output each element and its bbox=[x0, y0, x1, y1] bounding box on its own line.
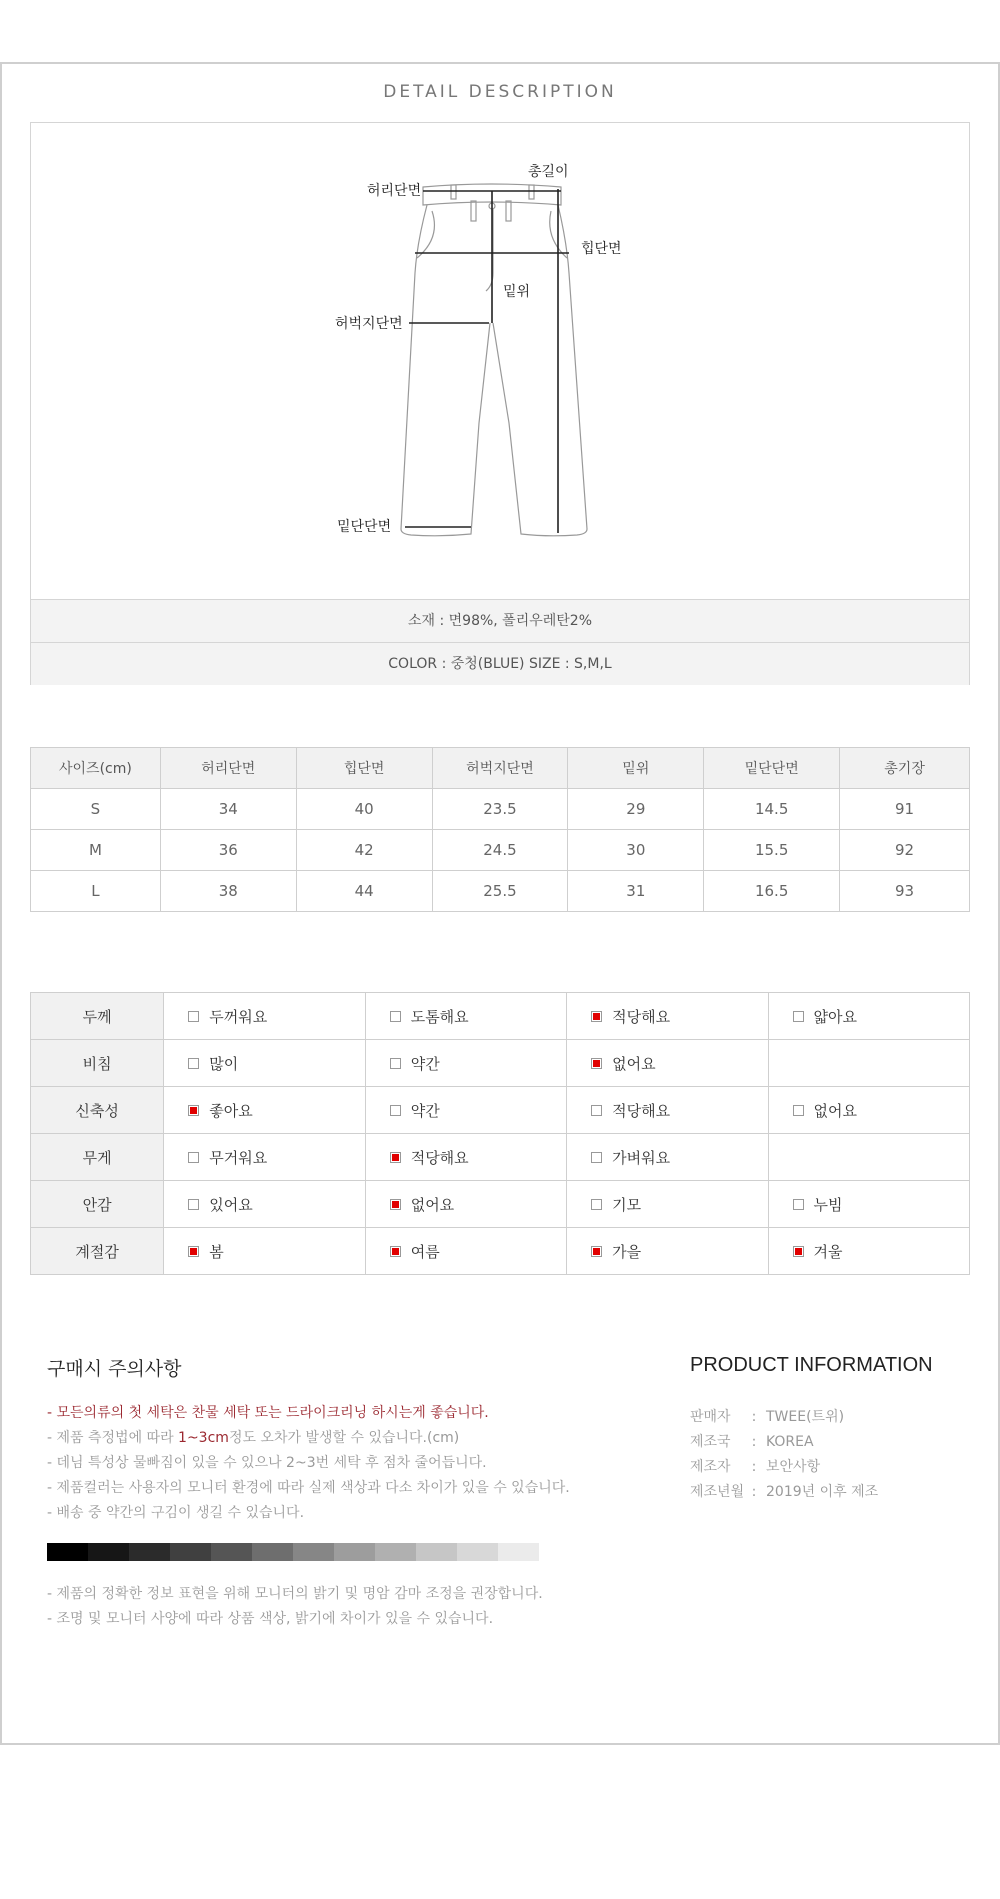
table-cell: 92 bbox=[840, 830, 970, 871]
product-info-value: 보안사항 bbox=[766, 1459, 821, 1475]
feature-label: 계절감 bbox=[31, 1228, 164, 1275]
gray-swatch bbox=[293, 1543, 334, 1561]
feature-row bbox=[31, 1040, 970, 1087]
checked-box-icon bbox=[390, 1199, 401, 1210]
feature-option bbox=[164, 993, 365, 1040]
feature-option bbox=[365, 1040, 566, 1087]
product-info-title: PRODUCT INFORMATION bbox=[690, 1354, 933, 1376]
feature-option-text: 기모 bbox=[612, 1195, 642, 1214]
gray-swatch bbox=[170, 1543, 211, 1561]
unchecked-box-icon bbox=[188, 1011, 199, 1022]
feature-row bbox=[31, 1134, 970, 1181]
gray-swatch bbox=[416, 1543, 457, 1561]
feature-option bbox=[365, 993, 566, 1040]
caution-line: - 데님 특성상 물빠짐이 있을 수 있으나 2~3번 세탁 후 점차 줄어듭니다. bbox=[47, 1455, 487, 1471]
feature-option-text: 누빔 bbox=[813, 1195, 843, 1214]
unchecked-box-icon bbox=[390, 1058, 401, 1069]
caution-line: - 모든의류의 첫 세탁은 찬물 세탁 또는 드라이크리닝 하시는게 좋습니다. bbox=[47, 1405, 489, 1421]
gray-swatch bbox=[129, 1543, 170, 1561]
material-row: 소재 : 면98%, 폴리우레탄2% bbox=[31, 599, 969, 642]
table-cell: 25.5 bbox=[432, 871, 568, 912]
feature-option-text: 좋아요 bbox=[209, 1101, 253, 1120]
feature-option-text: 봄 bbox=[209, 1242, 224, 1261]
product-info-value: 2019년 이후 제조 bbox=[766, 1484, 879, 1500]
feature-label: 신축성 bbox=[31, 1087, 164, 1134]
product-info-key: 제조년월 bbox=[690, 1484, 745, 1500]
feature-option-text: 겨울 bbox=[813, 1242, 843, 1261]
feature-row bbox=[31, 1228, 970, 1275]
note-line: - 제품의 정확한 정보 표현을 위해 모니터의 밝기 및 명암 감마 조정을 권장합니다. bbox=[47, 1586, 543, 1602]
header-hem: 밑단단면 bbox=[704, 748, 840, 789]
product-info-row: 제조년월 : 2019년 이후 제조 bbox=[690, 1480, 878, 1505]
checked-box-icon bbox=[390, 1246, 401, 1257]
feature-option-text: 없어요 bbox=[813, 1101, 858, 1120]
product-info-row: 제조국 : KOREA bbox=[690, 1430, 878, 1455]
header-total-length: 총기장 bbox=[840, 748, 970, 789]
detail-illustration-box bbox=[30, 122, 970, 685]
feature-option bbox=[164, 1134, 365, 1181]
checked-box-icon bbox=[188, 1246, 199, 1257]
feature-option-text: 많이 bbox=[209, 1054, 239, 1073]
feature-label: 두께 bbox=[31, 993, 164, 1040]
note-line: - 조명 및 모니터 사양에 따라 상품 색상, 밝기에 차이가 있을 수 있습니다. bbox=[47, 1611, 494, 1627]
feature-option bbox=[768, 1087, 969, 1134]
pants-diagram bbox=[31, 123, 969, 599]
product-info-row: 판매자 : TWEE(트위) bbox=[690, 1405, 878, 1430]
caution-line: - 제품컬러는 사용자의 모니터 환경에 따라 실제 색상과 다소 차이가 있을 수 있습니다. bbox=[47, 1480, 570, 1496]
product-info-key: 제조자 bbox=[690, 1459, 731, 1475]
size-table bbox=[30, 747, 970, 912]
feature-option-text: 없어요 bbox=[612, 1054, 656, 1073]
header-size: 사이즈(cm) bbox=[31, 748, 161, 789]
gray-swatch bbox=[334, 1543, 375, 1561]
feature-option bbox=[567, 993, 768, 1040]
feature-option bbox=[567, 1040, 768, 1087]
caution-list bbox=[47, 1401, 570, 1526]
checked-box-icon bbox=[591, 1058, 602, 1069]
feature-option bbox=[567, 1087, 768, 1134]
feature-table bbox=[30, 992, 970, 1275]
table-cell: 38 bbox=[160, 871, 296, 912]
feature-option bbox=[567, 1228, 768, 1275]
feature-row bbox=[31, 1181, 970, 1228]
unchecked-box-icon bbox=[188, 1199, 199, 1210]
color-size-row: COLOR : 중청(BLUE) SIZE : S,M,L bbox=[31, 642, 969, 685]
feature-option bbox=[164, 1228, 365, 1275]
feature-option-text: 두꺼워요 bbox=[209, 1007, 268, 1026]
feature-option bbox=[768, 1181, 969, 1228]
pants-illustration bbox=[31, 123, 969, 599]
product-info-value: TWEE(트위) bbox=[766, 1409, 845, 1425]
feature-option-text: 적당해요 bbox=[612, 1007, 671, 1026]
feature-option bbox=[164, 1087, 365, 1134]
table-row bbox=[31, 789, 970, 830]
table-cell: 93 bbox=[840, 871, 970, 912]
table-cell: 34 bbox=[160, 789, 296, 830]
unchecked-box-icon bbox=[188, 1058, 199, 1069]
unchecked-box-icon bbox=[793, 1105, 804, 1116]
table-cell: 30 bbox=[568, 830, 704, 871]
unchecked-box-icon bbox=[390, 1011, 401, 1022]
product-info-key: 제조국 bbox=[690, 1434, 731, 1450]
header-rise: 밑위 bbox=[568, 748, 704, 789]
feature-option-text: 도톰해요 bbox=[410, 1007, 469, 1026]
feature-option-text: 적당해요 bbox=[612, 1101, 671, 1120]
feature-row bbox=[31, 1087, 970, 1134]
feature-option bbox=[365, 1087, 566, 1134]
feature-option-text: 약간 bbox=[410, 1101, 440, 1120]
header-waist: 허리단면 bbox=[160, 748, 296, 789]
table-cell: 29 bbox=[568, 789, 704, 830]
caution-text: 정도 오차가 발생할 수 있습니다.(cm) bbox=[228, 1430, 460, 1446]
feature-option-text: 무거워요 bbox=[209, 1148, 268, 1167]
unchecked-box-icon bbox=[188, 1152, 199, 1163]
product-info-value: KOREA bbox=[766, 1434, 814, 1450]
rise-label: 밑위 bbox=[503, 284, 531, 300]
feature-option-text: 얇아요 bbox=[813, 1007, 858, 1026]
feature-option bbox=[768, 1228, 969, 1275]
feature-label: 무게 bbox=[31, 1134, 164, 1181]
caution-line bbox=[47, 1426, 570, 1451]
detail-title: DETAIL DESCRIPTION bbox=[383, 82, 617, 102]
gray-swatch-bar bbox=[47, 1543, 539, 1561]
feature-option-text: 여름 bbox=[410, 1242, 440, 1261]
feature-option-text: 가벼워요 bbox=[612, 1148, 671, 1167]
feature-option-text: 있어요 bbox=[209, 1195, 253, 1214]
feature-option bbox=[164, 1040, 365, 1087]
unchecked-box-icon bbox=[390, 1105, 401, 1116]
table-cell: 23.5 bbox=[432, 789, 568, 830]
unchecked-box-icon bbox=[793, 1199, 804, 1210]
feature-label: 안감 bbox=[31, 1181, 164, 1228]
gray-swatch bbox=[498, 1543, 539, 1561]
table-cell: M bbox=[31, 830, 161, 871]
gray-swatch bbox=[47, 1543, 88, 1561]
table-cell: 14.5 bbox=[704, 789, 840, 830]
table-cell: 36 bbox=[160, 830, 296, 871]
size-table-header bbox=[31, 748, 970, 789]
product-info-list bbox=[690, 1405, 878, 1505]
hem-label: 밑단단면 bbox=[337, 519, 392, 535]
feature-option-empty bbox=[768, 1040, 969, 1087]
feature-option bbox=[164, 1181, 365, 1228]
table-cell: 24.5 bbox=[432, 830, 568, 871]
total-length-label: 총길이 bbox=[528, 164, 569, 180]
product-info-key: 판매자 bbox=[690, 1409, 731, 1425]
gray-swatch bbox=[88, 1543, 129, 1561]
feature-option bbox=[567, 1134, 768, 1181]
gray-swatch bbox=[252, 1543, 293, 1561]
feature-option bbox=[365, 1134, 566, 1181]
table-cell: L bbox=[31, 871, 161, 912]
unchecked-box-icon bbox=[591, 1152, 602, 1163]
table-cell: 15.5 bbox=[704, 830, 840, 871]
table-cell: 44 bbox=[296, 871, 432, 912]
caution-highlight: 1~3cm bbox=[178, 1430, 229, 1446]
checked-box-icon bbox=[390, 1152, 401, 1163]
feature-option-text: 없어요 bbox=[410, 1195, 455, 1214]
waist-label: 허리단면 bbox=[367, 183, 422, 199]
feature-option bbox=[365, 1228, 566, 1275]
feature-option-text: 적당해요 bbox=[410, 1148, 469, 1167]
product-info-row: 제조자 : 보안사항 bbox=[690, 1455, 878, 1480]
caution-text: - 제품 측정법에 따라 bbox=[47, 1430, 179, 1446]
header-hip: 힙단면 bbox=[296, 748, 432, 789]
caution-line: - 배송 중 약간의 구김이 생길 수 있습니다. bbox=[47, 1505, 305, 1521]
table-cell: 91 bbox=[840, 789, 970, 830]
unchecked-box-icon bbox=[793, 1011, 804, 1022]
table-cell: 40 bbox=[296, 789, 432, 830]
feature-option bbox=[768, 993, 969, 1040]
unchecked-box-icon bbox=[591, 1199, 602, 1210]
feature-label: 비침 bbox=[31, 1040, 164, 1087]
table-cell: 16.5 bbox=[704, 871, 840, 912]
feature-option-text: 가을 bbox=[612, 1242, 642, 1261]
monitor-notes bbox=[47, 1582, 543, 1632]
feature-option bbox=[567, 1181, 768, 1228]
feature-option-text: 약간 bbox=[410, 1054, 440, 1073]
table-cell: 31 bbox=[568, 871, 704, 912]
checked-box-icon bbox=[793, 1246, 804, 1257]
feature-option-empty bbox=[768, 1134, 969, 1181]
feature-option bbox=[365, 1181, 566, 1228]
checked-box-icon bbox=[591, 1246, 602, 1257]
checked-box-icon bbox=[591, 1011, 602, 1022]
hip-label: 힙단면 bbox=[581, 241, 622, 257]
unchecked-box-icon bbox=[591, 1105, 602, 1116]
feature-row bbox=[31, 993, 970, 1040]
checked-box-icon bbox=[188, 1105, 199, 1116]
gray-swatch bbox=[457, 1543, 498, 1561]
caution-title: 구매시 주의사항 bbox=[47, 1358, 182, 1380]
table-cell: 42 bbox=[296, 830, 432, 871]
table-row bbox=[31, 871, 970, 912]
table-cell: S bbox=[31, 789, 161, 830]
thigh-label: 허벅지단면 bbox=[335, 316, 403, 332]
table-row bbox=[31, 830, 970, 871]
gray-swatch bbox=[375, 1543, 416, 1561]
header-thigh: 허벅지단면 bbox=[432, 748, 568, 789]
gray-swatch bbox=[211, 1543, 252, 1561]
